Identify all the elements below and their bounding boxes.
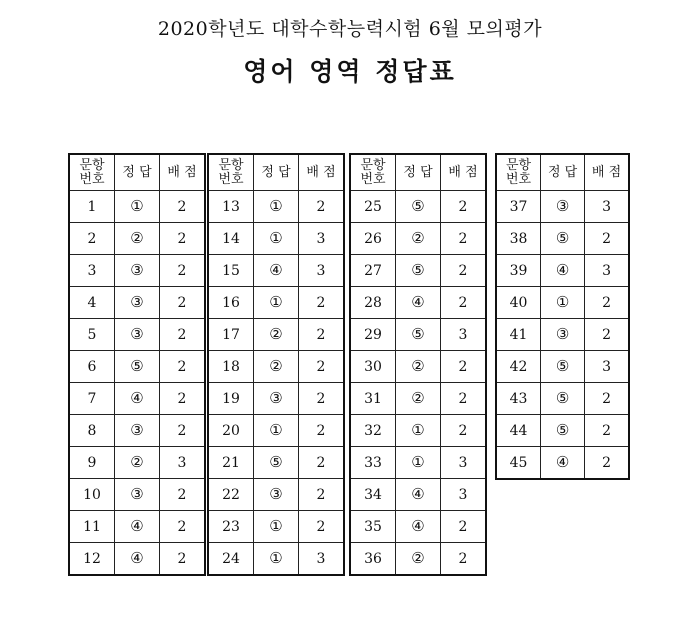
score-value: 3 [299, 543, 345, 576]
table-row [350, 191, 486, 223]
header-answer: 정 답 [541, 154, 585, 191]
table-row [69, 191, 205, 223]
score-value: 2 [160, 415, 206, 447]
score-value: 2 [585, 319, 629, 351]
score-value: 3 [585, 351, 629, 383]
score-value: 2 [160, 351, 206, 383]
question-number: 36 [350, 543, 396, 576]
question-number: 26 [350, 223, 396, 255]
question-number: 25 [350, 191, 396, 223]
table-row [496, 447, 629, 480]
score-value: 2 [299, 287, 345, 319]
answer-mark: ③ [115, 319, 160, 351]
question-number: 2 [69, 223, 115, 255]
header-score: 배 점 [585, 154, 629, 191]
question-number: 8 [69, 415, 115, 447]
question-number: 20 [208, 415, 254, 447]
score-value: 2 [585, 383, 629, 415]
table-row [208, 511, 344, 543]
header-row [208, 154, 344, 191]
answer-mark: ② [254, 351, 299, 383]
table-row [350, 383, 486, 415]
question-number: 12 [69, 543, 115, 576]
table-row [208, 223, 344, 255]
question-number: 29 [350, 319, 396, 351]
answer-mark: ① [115, 191, 160, 223]
header-question-line2: 번호 [505, 171, 532, 187]
answer-mark: ⑤ [541, 415, 585, 447]
table-row [69, 223, 205, 255]
table-row [69, 479, 205, 511]
header-score: 배 점 [299, 154, 345, 191]
score-value: 3 [160, 447, 206, 479]
header-question-line1: 문항 [360, 157, 386, 173]
score-value: 3 [299, 255, 345, 287]
score-value: 2 [160, 543, 206, 576]
question-number: 40 [496, 287, 541, 319]
answer-mark: ③ [541, 319, 585, 351]
header-question-number [496, 154, 541, 191]
table-row [496, 383, 629, 415]
score-value: 3 [441, 479, 487, 511]
header-question-line1: 문항 [79, 157, 105, 173]
answer-mark: ① [541, 287, 585, 319]
score-value: 2 [299, 415, 345, 447]
table-row [350, 319, 486, 351]
score-value: 2 [160, 319, 206, 351]
page-title: 영어 영역 정답표 [243, 57, 457, 86]
table-row [350, 287, 486, 319]
table-row [350, 351, 486, 383]
answer-mark: ④ [115, 543, 160, 576]
table-row [69, 415, 205, 447]
question-number: 18 [208, 351, 254, 383]
question-number: 42 [496, 351, 541, 383]
header-question-line1: 문항 [505, 157, 532, 173]
answer-mark: ⑤ [115, 351, 160, 383]
answer-mark: ② [115, 447, 160, 479]
question-number: 27 [350, 255, 396, 287]
table-row [208, 351, 344, 383]
score-value: 2 [441, 255, 487, 287]
score-value: 2 [160, 479, 206, 511]
question-number: 21 [208, 447, 254, 479]
answer-mark: ⑤ [396, 191, 441, 223]
answer-block-3 [349, 153, 487, 576]
header-answer: 정 답 [396, 154, 441, 191]
score-value: 2 [299, 351, 345, 383]
table-row [208, 255, 344, 287]
score-value: 2 [441, 415, 487, 447]
score-value: 2 [160, 287, 206, 319]
header-question-line2: 번호 [79, 171, 105, 187]
question-number: 15 [208, 255, 254, 287]
score-value: 2 [299, 479, 345, 511]
answer-mark: ⑤ [541, 223, 585, 255]
score-value: 2 [585, 287, 629, 319]
answer-mark: ③ [115, 479, 160, 511]
table-row [208, 287, 344, 319]
answer-mark: ① [254, 223, 299, 255]
header-answer: 정 답 [115, 154, 160, 191]
header-score: 배 점 [160, 154, 206, 191]
answer-key-table [68, 153, 630, 577]
score-value: 2 [299, 319, 345, 351]
answer-mark: ④ [541, 447, 585, 480]
table-row [69, 383, 205, 415]
table-row [350, 447, 486, 479]
header-question-number [69, 154, 115, 191]
table-row [496, 287, 629, 319]
table-row [496, 191, 629, 223]
question-number: 43 [496, 383, 541, 415]
answer-mark: ② [396, 223, 441, 255]
question-number: 31 [350, 383, 396, 415]
question-number: 33 [350, 447, 396, 479]
table-row [208, 543, 344, 576]
answer-mark: ① [396, 415, 441, 447]
answer-mark: ⑤ [541, 351, 585, 383]
answer-mark: ④ [396, 511, 441, 543]
score-value: 2 [160, 383, 206, 415]
table-row [350, 255, 486, 287]
header-row [496, 154, 629, 191]
question-number: 10 [69, 479, 115, 511]
table-row [208, 383, 344, 415]
question-number: 1 [69, 191, 115, 223]
score-value: 2 [160, 223, 206, 255]
table-row [208, 479, 344, 511]
table-row [496, 415, 629, 447]
question-number: 32 [350, 415, 396, 447]
answer-mark: ① [396, 447, 441, 479]
score-value: 2 [441, 543, 487, 576]
header-answer: 정 답 [254, 154, 299, 191]
score-value: 2 [585, 447, 629, 480]
question-number: 19 [208, 383, 254, 415]
answer-mark: ③ [541, 191, 585, 223]
score-value: 2 [441, 287, 487, 319]
table-row [350, 479, 486, 511]
score-value: 3 [441, 447, 487, 479]
answer-mark: ① [254, 287, 299, 319]
question-number: 11 [69, 511, 115, 543]
score-value: 2 [299, 383, 345, 415]
score-value: 2 [299, 191, 345, 223]
answer-mark: ② [115, 223, 160, 255]
answer-mark: ⑤ [396, 255, 441, 287]
header-question-line1: 문항 [218, 157, 244, 173]
table-row [496, 255, 629, 287]
header-question-number [350, 154, 396, 191]
exam-subtitle: 2020학년도 대학수학능력시험 6월 모의평가 [157, 18, 543, 40]
table-row [69, 319, 205, 351]
score-value: 2 [585, 415, 629, 447]
answer-mark: ③ [254, 383, 299, 415]
question-number: 6 [69, 351, 115, 383]
question-number: 14 [208, 223, 254, 255]
question-number: 37 [496, 191, 541, 223]
answer-mark: ⑤ [396, 319, 441, 351]
question-number: 5 [69, 319, 115, 351]
question-number: 4 [69, 287, 115, 319]
header-question-line2: 번호 [360, 171, 386, 187]
answer-block-2 [207, 153, 345, 576]
answer-mark: ④ [541, 255, 585, 287]
table-row [208, 447, 344, 479]
table-row [69, 447, 205, 479]
answer-mark: ④ [115, 511, 160, 543]
question-number: 44 [496, 415, 541, 447]
answer-mark: ① [254, 191, 299, 223]
table-row [69, 511, 205, 543]
answer-mark: ④ [396, 287, 441, 319]
question-number: 22 [208, 479, 254, 511]
question-number: 45 [496, 447, 541, 480]
table-row [350, 223, 486, 255]
score-value: 2 [441, 383, 487, 415]
score-value: 2 [299, 511, 345, 543]
question-number: 23 [208, 511, 254, 543]
table-row [69, 287, 205, 319]
question-number: 3 [69, 255, 115, 287]
header-question-line2: 번호 [218, 171, 244, 187]
table-row [208, 319, 344, 351]
answer-mark: ③ [115, 287, 160, 319]
answer-mark: ⑤ [254, 447, 299, 479]
answer-block-1 [68, 153, 206, 576]
answer-mark: ① [254, 415, 299, 447]
table-row [496, 319, 629, 351]
score-value: 2 [441, 223, 487, 255]
table-row [208, 415, 344, 447]
question-number: 38 [496, 223, 541, 255]
table-row [69, 255, 205, 287]
question-number: 9 [69, 447, 115, 479]
table-row [69, 543, 205, 576]
answer-mark: ① [254, 543, 299, 576]
answer-mark: ⑤ [541, 383, 585, 415]
answer-mark: ② [254, 319, 299, 351]
table-row [496, 351, 629, 383]
question-number: 39 [496, 255, 541, 287]
question-number: 16 [208, 287, 254, 319]
score-value: 2 [441, 351, 487, 383]
question-number: 34 [350, 479, 396, 511]
question-number: 7 [69, 383, 115, 415]
table-row [350, 543, 486, 576]
question-number: 35 [350, 511, 396, 543]
score-value: 3 [585, 255, 629, 287]
answer-mark: ③ [115, 415, 160, 447]
answer-mark: ① [254, 511, 299, 543]
header-row [350, 154, 486, 191]
score-value: 3 [299, 223, 345, 255]
score-value: 2 [299, 447, 345, 479]
header-score: 배 점 [441, 154, 487, 191]
answer-mark: ④ [254, 255, 299, 287]
question-number: 13 [208, 191, 254, 223]
table-row [350, 415, 486, 447]
score-value: 2 [160, 191, 206, 223]
question-number: 41 [496, 319, 541, 351]
answer-mark: ③ [115, 255, 160, 287]
answer-mark: ② [396, 543, 441, 576]
score-value: 2 [160, 255, 206, 287]
score-value: 3 [585, 191, 629, 223]
score-value: 2 [441, 511, 487, 543]
table-row [350, 511, 486, 543]
table-row [496, 223, 629, 255]
answer-mark: ② [396, 351, 441, 383]
question-number: 17 [208, 319, 254, 351]
score-value: 2 [585, 223, 629, 255]
answer-mark: ② [396, 383, 441, 415]
answer-mark: ④ [396, 479, 441, 511]
question-number: 28 [350, 287, 396, 319]
answer-mark: ③ [254, 479, 299, 511]
answer-block-4 [495, 153, 630, 480]
score-value: 2 [441, 191, 487, 223]
table-row [208, 191, 344, 223]
question-number: 24 [208, 543, 254, 576]
score-value: 3 [441, 319, 487, 351]
header-row [69, 154, 205, 191]
score-value: 2 [160, 511, 206, 543]
header-question-number [208, 154, 254, 191]
table-row [69, 351, 205, 383]
answer-mark: ④ [115, 383, 160, 415]
question-number: 30 [350, 351, 396, 383]
